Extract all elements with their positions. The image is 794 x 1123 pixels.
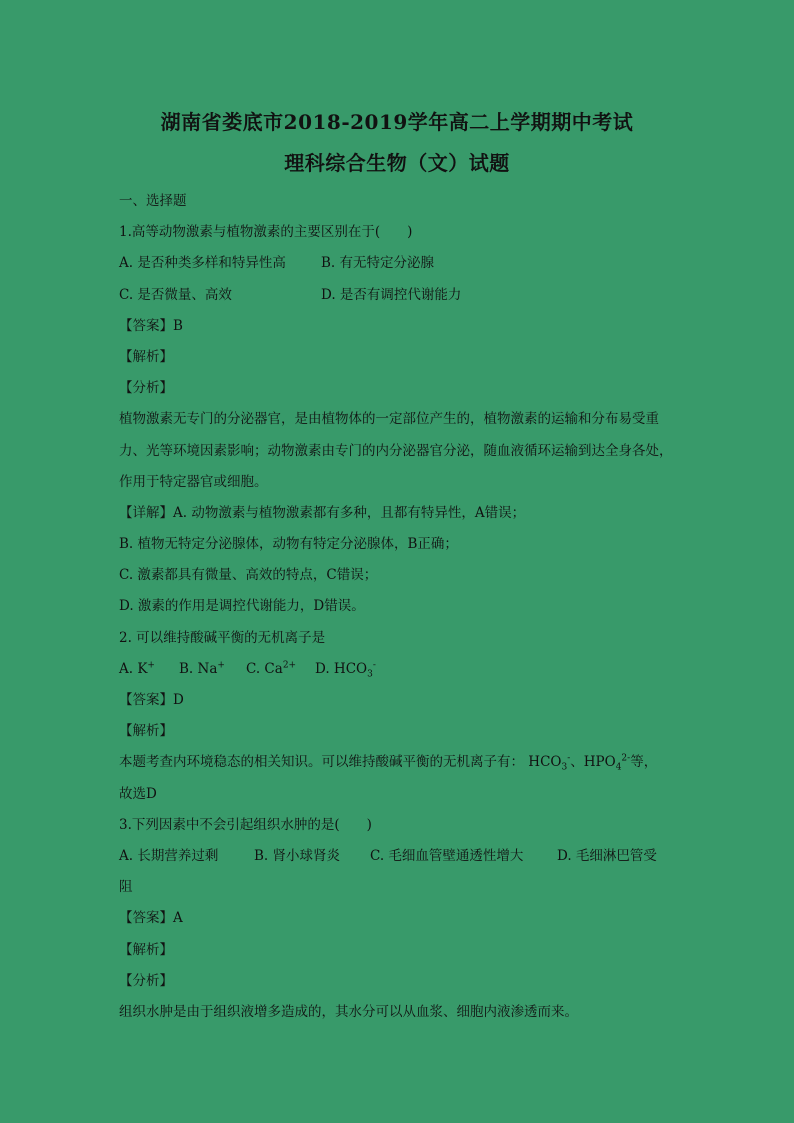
q2-option-c: C. $Ca^{2+}$	[246, 660, 297, 677]
q3-stem: 3.下列因素中不会引起组织水肿的是( )	[119, 816, 372, 833]
q1-option-d: D. 是否有调控代谢能力	[321, 286, 462, 303]
q2-analysis-line-2: 故选D	[119, 785, 157, 802]
q3-option-d: D. 毛细淋巴管受	[557, 847, 657, 864]
document-title: 湖南省娄底市2018-2019学年高二上学期期中考试	[160, 110, 634, 134]
document-subtitle: 理科综合生物（文）试题	[284, 151, 510, 175]
q3-answer: 【答案】A	[119, 910, 183, 927]
q3-option-c: C. 毛细血管壁通透性增大	[370, 847, 524, 864]
q1-fenxi-line-2: 力、光等环境因素影响；动物激素由专门的内分泌器官分泌，随血液循环运输到达全身各处，	[119, 442, 673, 459]
q1-answer: 【答案】B	[119, 317, 183, 334]
q2-answer: 【答案】D	[119, 692, 184, 708]
document-body	[119, 186, 679, 1028]
q2-option-a: A. K+	[119, 660, 155, 677]
q3-fenxi-label: 【分析】	[119, 972, 173, 989]
q3-option-d-continued: 阻	[119, 879, 133, 896]
q1-analysis-label: 【解析】	[119, 348, 173, 365]
q1-detail-line-2: B. 植物无特定分泌腺体，动物有特定分泌腺体，B正确；	[119, 536, 458, 553]
q2-analysis-line-1: 本题考查内环境稳态的相关知识。可以维持酸碱平衡的无机离子有： $HCO_3^-$、$HPO_4^{2-}$等，	[119, 753, 658, 774]
q3-option-b: B. 肾小球肾炎	[254, 847, 341, 864]
q1-options-row-2	[119, 280, 679, 311]
q2-options-row	[119, 654, 679, 685]
q1-fenxi-line-3: 作用于特定器官或细胞。	[119, 473, 268, 490]
q1-fenxi-line-1: 植物激素无专门的分泌器官，是由植物体的一定部位产生的，植物激素的运输和分布易受重	[119, 411, 659, 428]
q3-analysis-label: 【解析】	[119, 941, 173, 958]
q1-detail-line-1: 【详解】A. 动物激素与植物激素都有多种，且都有特异性，A错误；	[119, 504, 526, 521]
q1-stem: 1.高等动物激素与植物激素的主要区别在于( )	[119, 224, 413, 241]
q2-stem: 2. 可以维持酸碱平衡的无机离子是	[119, 629, 326, 646]
q2-analysis-label: 【解析】	[119, 723, 173, 740]
q1-options-row-1	[119, 248, 679, 279]
q2-option-b: B. Na+	[179, 660, 225, 677]
q1-option-b: B. 有无特定分泌腺	[321, 255, 435, 272]
q2-option-d: D. $HCO_3^-$	[315, 660, 376, 680]
q1-detail-line-3: C. 激素都具有微量、高效的特点，C错误；	[119, 567, 378, 584]
q1-detail-line-4: D. 激素的作用是调控代谢能力，D错误。	[119, 598, 365, 615]
section-heading: 一、选择题	[119, 193, 187, 209]
q3-option-a: A. 长期营养过剩	[119, 847, 219, 864]
q1-option-c: C. 是否微量、高效	[119, 286, 232, 303]
q3-options-row	[119, 841, 679, 872]
q1-option-a: A. 是否种类多样和特异性高	[119, 255, 286, 272]
q1-fenxi-label: 【分析】	[119, 380, 173, 397]
q3-fenxi-line-1: 组织水肿是由于组织液增多造成的，其水分可以从血浆、细胞内液渗透而来。	[119, 1003, 578, 1020]
